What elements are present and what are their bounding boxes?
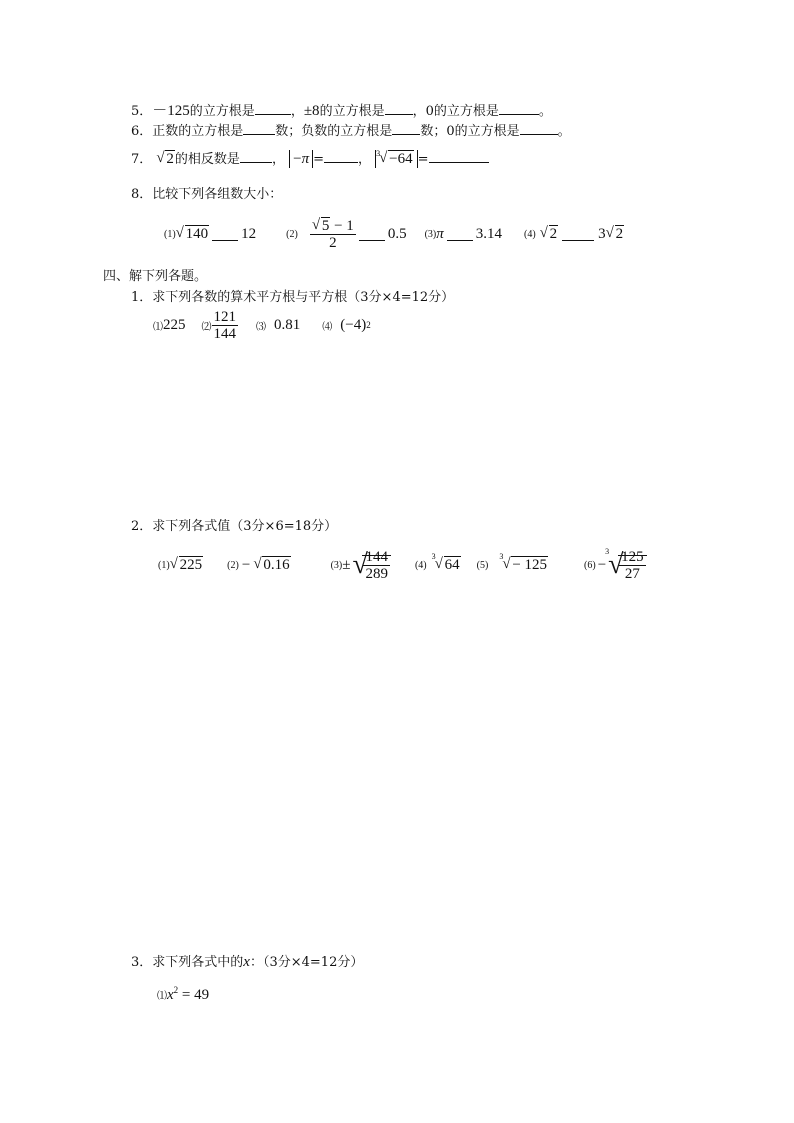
problem-2-items <box>158 544 647 586</box>
radicand: 0.16 <box>263 556 290 573</box>
sqrt-expression <box>606 226 625 243</box>
item-number: (2) <box>227 559 239 571</box>
exponent: 2 <box>366 320 371 330</box>
question-text: 求下列各式值（3分×6=18分） <box>152 519 338 534</box>
fraction <box>212 309 239 342</box>
radicand: 2 <box>166 151 174 167</box>
item-number: (3) <box>424 228 437 240</box>
radical-sign-icon: √ <box>605 224 614 241</box>
radical-sign-icon: √ <box>434 555 443 572</box>
punct: ， <box>290 104 304 119</box>
answer-blank[interactable] <box>324 150 358 163</box>
question-6 <box>131 120 571 139</box>
numerator: 121 <box>213 308 236 325</box>
question-text: 数；负数的立方根是 <box>275 124 393 139</box>
sqrt-expression <box>156 151 175 168</box>
question-text: 的立方根是 <box>319 104 385 119</box>
radical-sign-icon: √ <box>156 150 165 166</box>
radical-sign-icon: √ <box>352 548 368 580</box>
absolute-value-expression <box>289 150 313 168</box>
item-number: ⑷ <box>322 321 333 333</box>
math-value: = 49 <box>178 987 210 1003</box>
item-number: (1) <box>158 559 170 571</box>
radicand: 225 <box>179 556 203 573</box>
punct: 。 <box>538 104 552 119</box>
radical-sign-icon: √ <box>175 224 184 241</box>
question-text: ：（3分×4=12分） <box>249 955 364 970</box>
question-text: 的立方根是 <box>189 104 255 119</box>
item-number: ⑵ <box>201 321 212 333</box>
root-index: 3 <box>431 551 436 561</box>
problem-1 <box>131 286 454 305</box>
question-8 <box>131 183 282 202</box>
cube-root-expression <box>605 546 647 582</box>
root-index: 3 <box>499 551 504 561</box>
answer-blank[interactable] <box>255 102 291 115</box>
punct: 。 <box>557 124 571 139</box>
section-heading: 四、解下列各题。 <box>103 269 208 284</box>
question-text: 的立方根是 <box>454 124 520 139</box>
numerator: 125 <box>621 548 644 565</box>
problem-3 <box>131 951 363 971</box>
denominator: 144 <box>213 325 236 342</box>
question-5 <box>131 99 552 120</box>
answer-blank[interactable] <box>499 102 539 115</box>
math-value: ±8 <box>303 103 320 119</box>
math-value: − 1 <box>330 217 354 234</box>
item-number: ⑴ <box>153 321 163 333</box>
math-sign: − <box>293 151 302 167</box>
math-sign: ± <box>342 556 351 573</box>
root-index: 3 <box>605 546 610 556</box>
item-number: (1) <box>164 228 176 240</box>
radicand: 64 <box>444 556 460 573</box>
answer-blank[interactable] <box>562 228 594 241</box>
math-value: 0.81 <box>274 316 301 333</box>
sqrt-expression <box>253 557 290 574</box>
answer-blank[interactable] <box>447 228 473 241</box>
answer-blank[interactable] <box>359 228 385 241</box>
radicand: 5 <box>321 217 330 234</box>
answer-blank[interactable] <box>392 122 420 135</box>
radical-sign-icon: √ <box>169 555 178 572</box>
equals-sign: = <box>417 152 429 167</box>
item-number: (4) <box>414 559 427 571</box>
exponent: 2 <box>173 985 179 995</box>
radicand: 2 <box>549 225 558 242</box>
question-number: 5． <box>131 104 153 119</box>
radicand: −64 <box>389 151 413 167</box>
math-variable: x <box>243 954 250 970</box>
radicand: 140 <box>185 225 209 242</box>
radical-sign-icon: √ <box>379 150 388 166</box>
math-value: 3 <box>598 225 606 242</box>
question-number: 6． <box>131 124 153 139</box>
question-text: 求下列各式中的 <box>152 955 244 970</box>
answer-blank[interactable] <box>520 122 558 135</box>
sqrt-expression <box>170 557 204 574</box>
answer-blank[interactable] <box>385 102 413 115</box>
punct: ， <box>357 152 371 167</box>
denominator: 2 <box>329 234 337 251</box>
answer-blank[interactable] <box>240 150 272 163</box>
item-number: (6) <box>584 559 596 571</box>
radical-sign-icon: √ <box>253 555 262 572</box>
math-value: 12 <box>241 225 257 242</box>
question-8-items <box>164 212 624 256</box>
sqrt-expression <box>352 549 391 582</box>
question-number: 1． <box>131 290 153 305</box>
question-text: 的立方根是 <box>433 104 499 119</box>
item-number: ⑴ <box>157 991 167 1002</box>
radicand: − 125 <box>512 556 548 573</box>
item-number: ⑶ <box>256 321 266 333</box>
math-sign: − <box>597 556 607 573</box>
question-number: 8． <box>131 187 153 202</box>
denominator: 27 <box>624 565 640 582</box>
denominator: 289 <box>365 565 388 582</box>
numerator: 144 <box>365 548 388 565</box>
problem-3-items <box>157 985 209 1004</box>
sqrt-expression <box>176 226 210 243</box>
sqrt-expression <box>540 226 559 243</box>
question-text: 正数的立方根是 <box>152 124 244 139</box>
question-number: 7． <box>131 152 153 167</box>
math-value: 0 <box>425 104 434 119</box>
punct: ， <box>412 104 426 119</box>
question-text: 的相反数是 <box>174 152 240 167</box>
math-value: 0 <box>446 124 455 139</box>
question-7 <box>131 148 489 168</box>
radicand: 2 <box>615 225 624 242</box>
absolute-value-expression <box>375 150 417 168</box>
cube-root-expression <box>431 551 461 574</box>
math-value: －125 <box>152 103 190 119</box>
answer-blank[interactable] <box>243 122 275 135</box>
problem-2 <box>131 515 337 534</box>
math-value: π <box>301 151 310 167</box>
math-variable: x <box>167 987 174 1003</box>
item-number: (5) <box>476 559 489 571</box>
radical-sign-icon: √ <box>608 548 624 580</box>
fraction <box>310 218 356 251</box>
question-text: 比较下列各组数大小： <box>152 187 283 202</box>
radical-sign-icon: √ <box>502 555 511 572</box>
math-value: 225 <box>163 316 186 333</box>
item-number: (3) <box>330 559 343 571</box>
math-value: π <box>436 225 444 242</box>
punct: ， <box>271 152 285 167</box>
radical-sign-icon: √ <box>311 216 321 233</box>
equals-sign: = <box>313 152 324 167</box>
item-number: (4) <box>524 228 536 240</box>
math-value: (−4) <box>340 316 367 333</box>
question-number: 3． <box>131 955 153 970</box>
answer-blank[interactable] <box>212 228 238 241</box>
radical-sign-icon: √ <box>539 224 548 241</box>
math-value: 0.5 <box>387 225 407 242</box>
item-number: (2) <box>286 228 298 240</box>
math-sign: − <box>241 556 251 573</box>
question-number: 2． <box>131 519 153 534</box>
math-value: 3.14 <box>475 225 502 242</box>
problem-1-items <box>153 305 371 345</box>
answer-blank[interactable] <box>429 150 489 163</box>
cube-root-expression <box>499 551 548 574</box>
sqrt-expression <box>312 218 331 234</box>
question-text: 数； <box>420 124 447 139</box>
question-text: 求下列各数的算术平方根与平方根（3分×4=12分） <box>152 290 455 305</box>
cube-root-expression: 3 √ −64 <box>376 149 413 167</box>
